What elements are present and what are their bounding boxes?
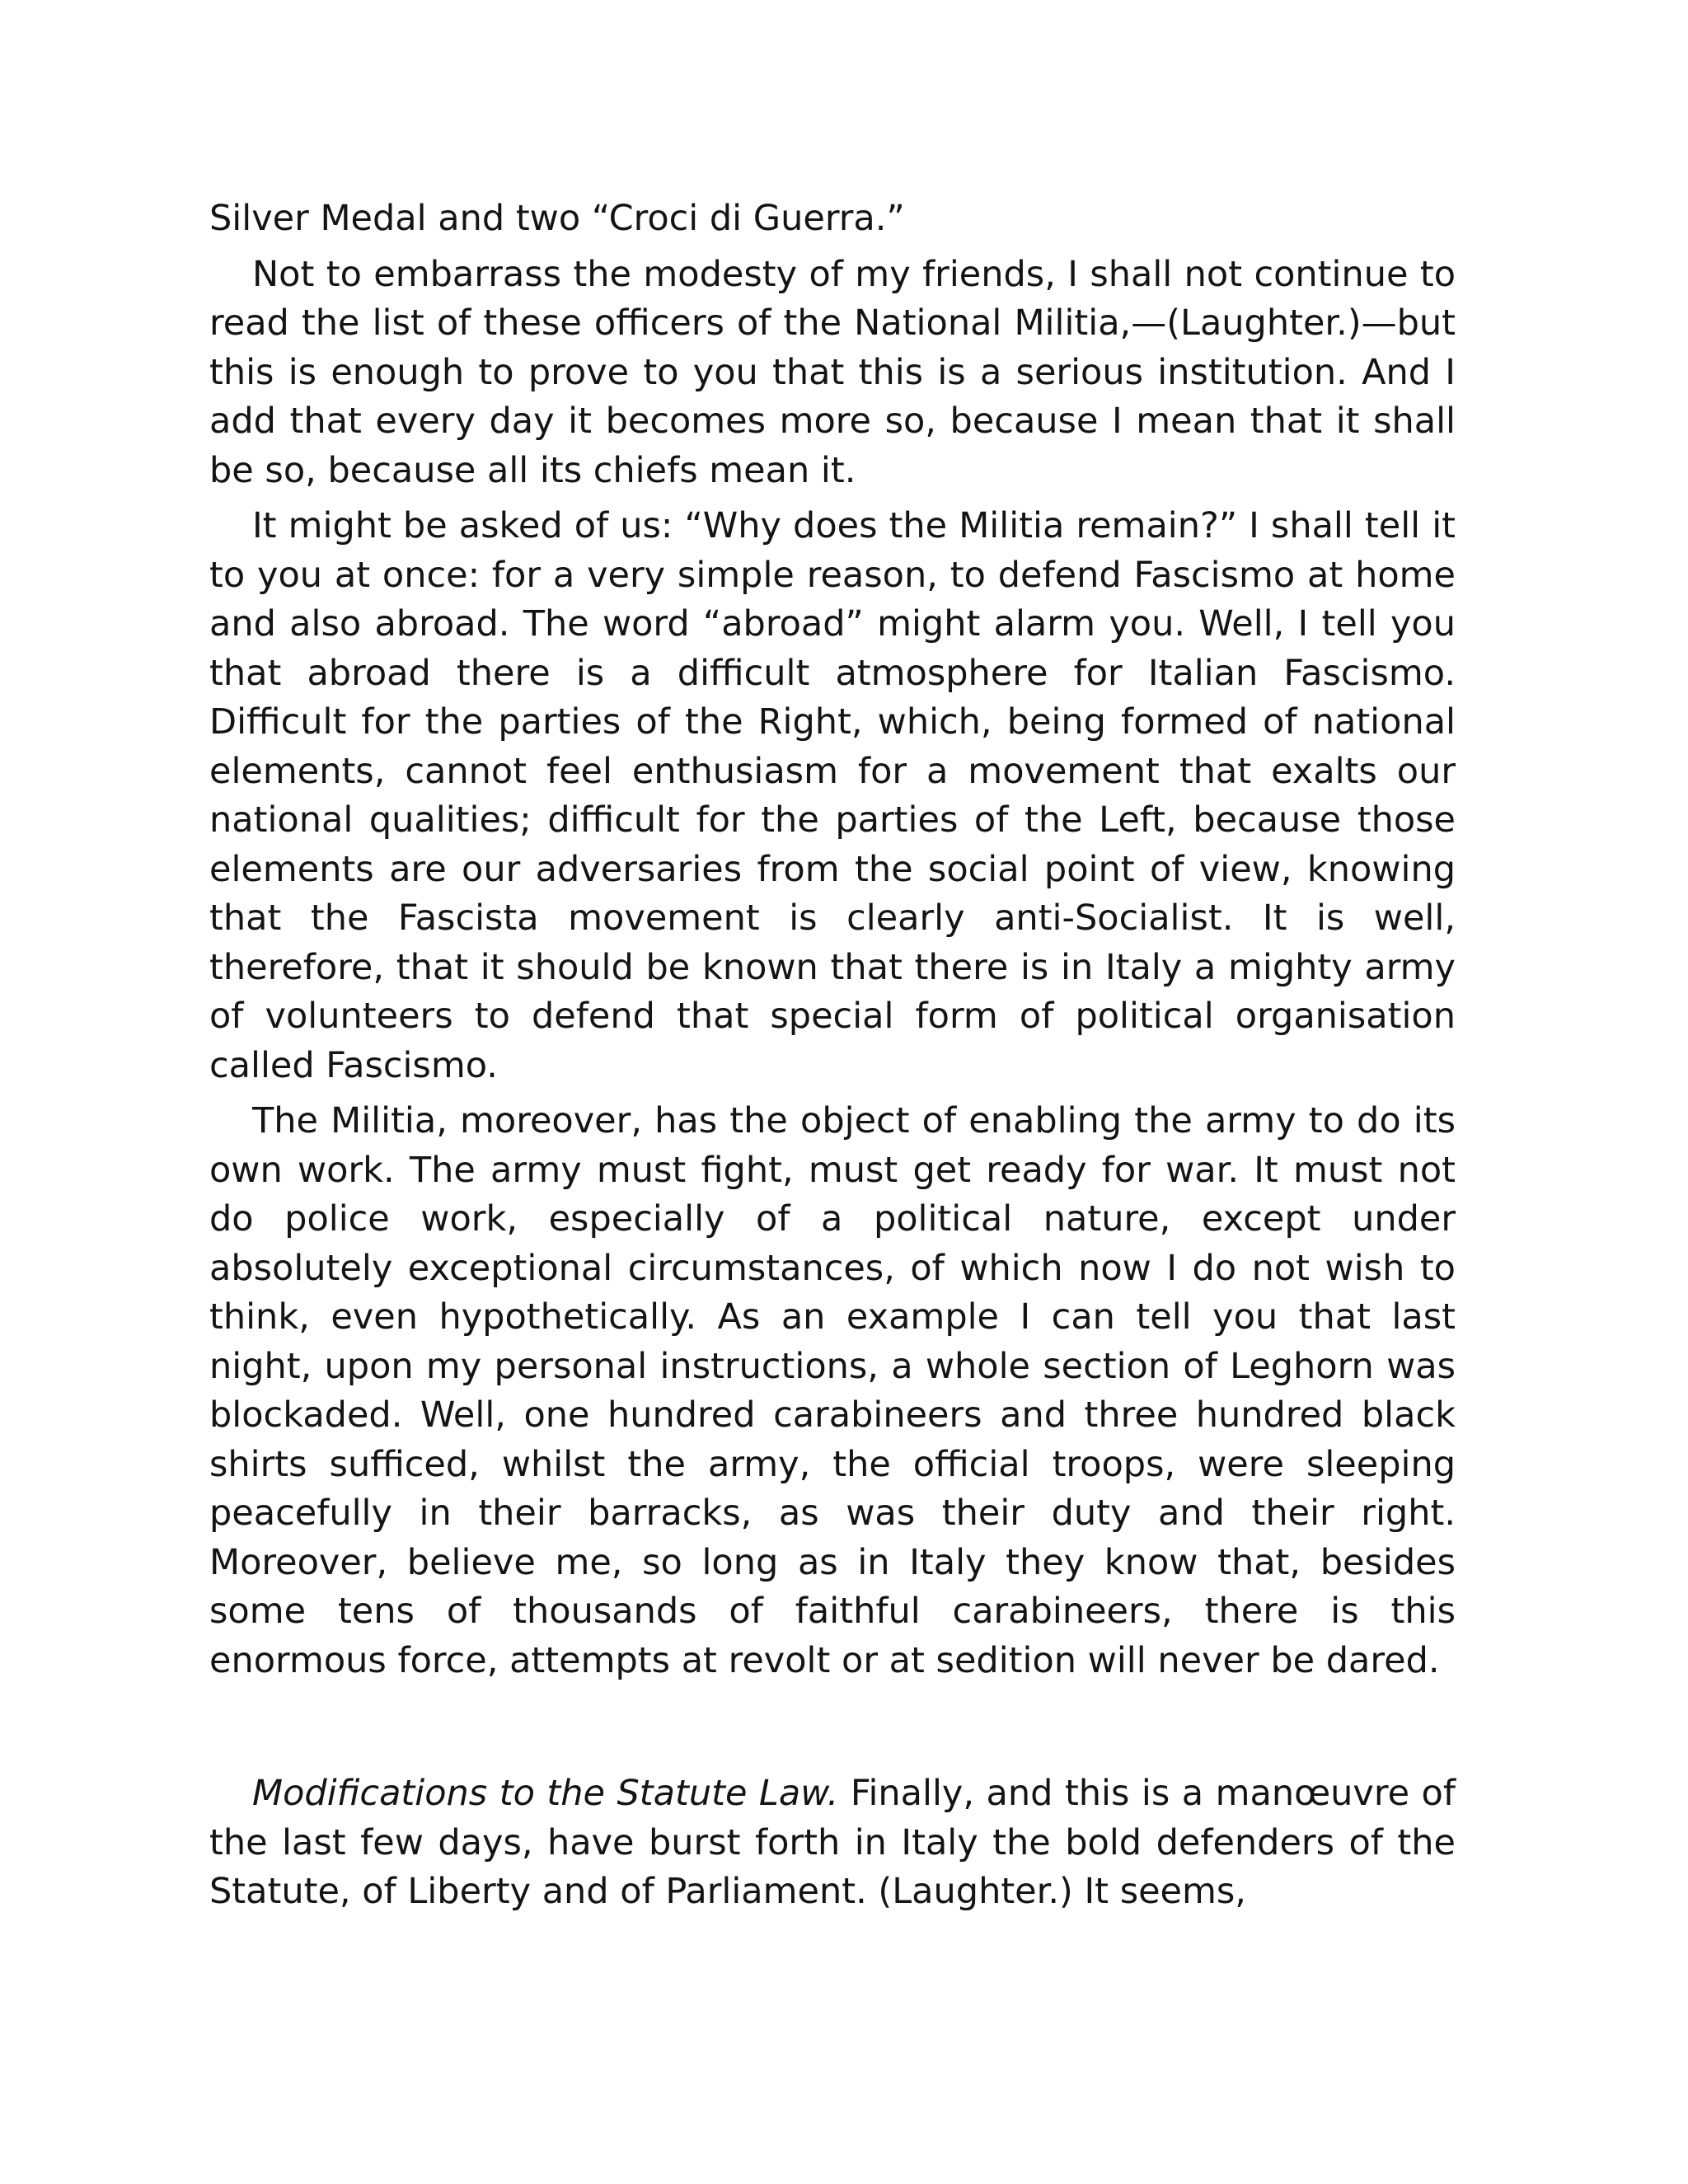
section-heading: Modifications to the Statute Law. bbox=[252, 1773, 839, 1814]
paragraph-militia-officers: Not to embarrass the modesty of my friends, I shall not continue to read the list of these officers of the National Militia,—(Laughter.)—but this is enough to prove to you that this is a serious institution. And I add that every day it becomes more so, because I mean that it shall be so, because all its chiefs mean it. bbox=[209, 253, 1456, 491]
document-page bbox=[209, 194, 1456, 1924]
paragraph-why-militia-remains: It might be asked of us: “Why does the Militia remain?” I shall tell it to you at once: for a very simple reason, to defend Fascismo at home and also abroad. The word “abroad” might alarm you. Well, I tell you that abroad there is a difficult atmosphere for Italian Fascismo. Difficult for the parties of the Right, which, being formed of national elements, cannot feel enthusiasm for a movement that exalts our national qualities; difficult for the parties of the Left, because those elements are our adversaries from the social point of view, knowing that the Fascista movement is clearly anti-Socialist. It is well, therefore, that it should be known that there is in Italy a mighty army of volunteers to defend that special form of political organisation called Fascismo. bbox=[209, 505, 1456, 1086]
paragraph-statute-modifications bbox=[209, 1769, 1456, 1917]
section-text: Finally, and this is a manœuvre of the last few days, have burst forth in Italy the bold defenders of the Statute, of Liberty and of Parliament. (Laughter.) It seems, bbox=[209, 1773, 1456, 1912]
paragraph-militia-object: The Militia, moreover, has the object of enabling the army to do its own work. The army must fight, must get ready for war. It must not do police work, especially of a political nature, except under absolutely exceptional circumstances, of which now I do not wish to think, even hypothetically. As an example I can tell you that last night, upon my personal instructions, a whole section of Leghorn was blockaded. Well, one hundred carabineers and three hundred black shirts sufficed, whilst the army, the official troops, were sleeping peacefully in their barracks, as was their duty and their right. Moreover, believe me, so long as in Italy they know that, besides some tens of thousands of faithful carabineers, there is this enormous force, attempts at revolt or at sedition will never be dared. bbox=[209, 1100, 1456, 1681]
paragraph-continuation: Silver Medal and two “Croci di Guerra.” bbox=[209, 198, 905, 239]
